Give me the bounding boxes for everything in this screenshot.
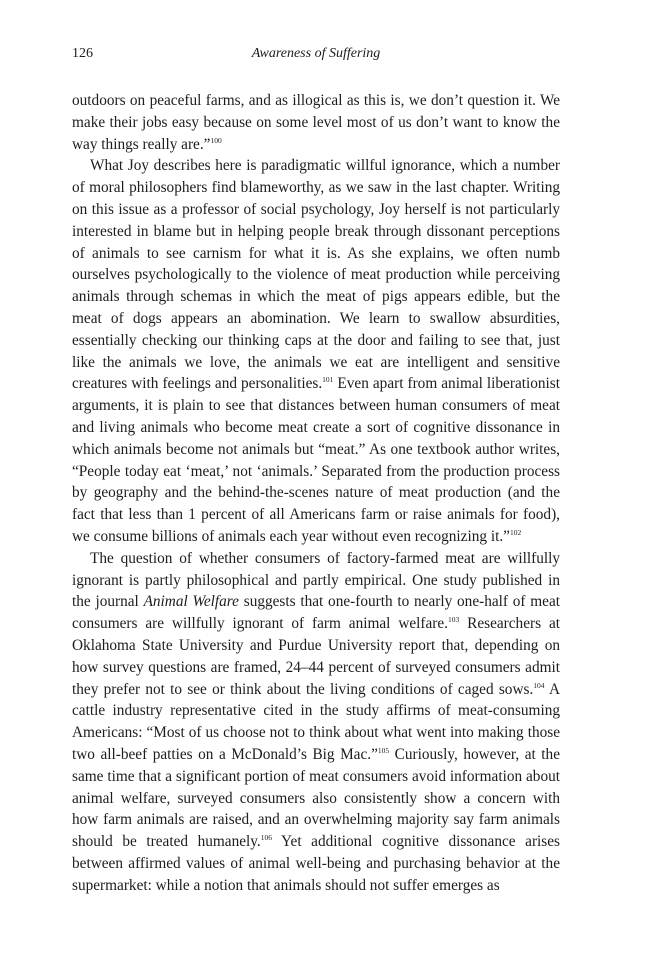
page-header xyxy=(72,46,560,68)
running-head: Awareness of Suffering xyxy=(251,46,381,61)
paragraph-text: A cattle industry representative cited in the study affirms of meat-consuming Americans: “Most of us choose not to think about what went into making those two all-beef patties on a McDonald’s Big Mac.” xyxy=(72,680,560,763)
footnote-ref: 101 xyxy=(322,375,334,385)
paragraph-text: Yet additional cognitive dissonance arises between affirmed values of animal well-being and purchasing behavior at the supermarket: while a notion that animals should not suffer emerges as xyxy=(72,833,560,894)
paragraph-text: Even apart from animal liberationist arguments, it is plain to see that distances between human consumers of meat and living animals who become meat create a sort of cognitive dissonance in which animals become not animals but “meat.” As one textbook author writes, “People today eat ‘meat,’ not ‘animals.’ Separated from the production process by geography and the behind-the-scenes nature of meat production (and the fact that less than 1 percent of all Americans farm or raise animals for food), we consume billions of animals each year without even recognizing it.” xyxy=(72,375,560,545)
journal-title: Animal Welfare xyxy=(143,593,239,611)
body-text xyxy=(72,90,560,896)
paragraph-text: The question of whether consumers of factory-farmed meat are willfully ignorant is partly philosophical and partly empirical. One study published in the journal xyxy=(72,549,560,611)
paragraph-text: outdoors on peaceful farms, and as illogical as this is, we don’t question it. We make their jobs easy because on some level most of us don’t want to know the way things really are.” xyxy=(72,92,560,153)
paragraph-text: suggests that one-fourth to nearly one-half of meat consumers are willfully ignorant of farm animal welfare. xyxy=(72,593,560,633)
paragraph-1 xyxy=(72,90,560,155)
footnote-ref: 102 xyxy=(509,527,522,537)
paragraph-3 xyxy=(72,548,560,897)
footnote-ref: 103 xyxy=(448,615,460,625)
footnote-ref: 100 xyxy=(210,135,222,145)
paragraph-text: What Joy describes here is paradigmatic willful ignorance, which a number of moral philosophers find blameworthy, as we saw in the last chapter. Writing on this issue as a professor of social psychology, Joy herself is not particularly interested in blame but in helping people break through dissonant perceptions of animals to see carnism for what it is. As she explains, we often numb ourselves psychologically to the violence of meat production while perceiving animals through schemas in which the meat of pigs appears edible, but the meat of dogs appears an abomination. We learn to swallow absurdities, essentially checking our thinking caps at the door and failing to see that, just like the animals we love, the animals we eat are intelligent and sensitive creatures with feelings and personalities. xyxy=(72,157,560,393)
paragraph-2 xyxy=(72,155,560,547)
footnote-ref: 104 xyxy=(533,680,545,690)
paragraph-text: Curiously, however, at the same time that a significant portion of meat consumers avoid information about animal welfare, surveyed consumers also consistently show a concern with how farm animals are raised, and an overwhelming majority say farm animals should be treated humanely. xyxy=(72,745,560,851)
footnote-ref: 105 xyxy=(377,745,390,755)
paragraph-text: Researchers at Oklahoma State University and Purdue University report that, depending on how survey questions are framed, 24–44 percent of surveyed consumers admit they prefer not to see or think about the living conditions of caged sows. xyxy=(72,615,560,698)
footnote-ref: 106 xyxy=(260,833,273,843)
page-number: 126 xyxy=(72,46,93,61)
